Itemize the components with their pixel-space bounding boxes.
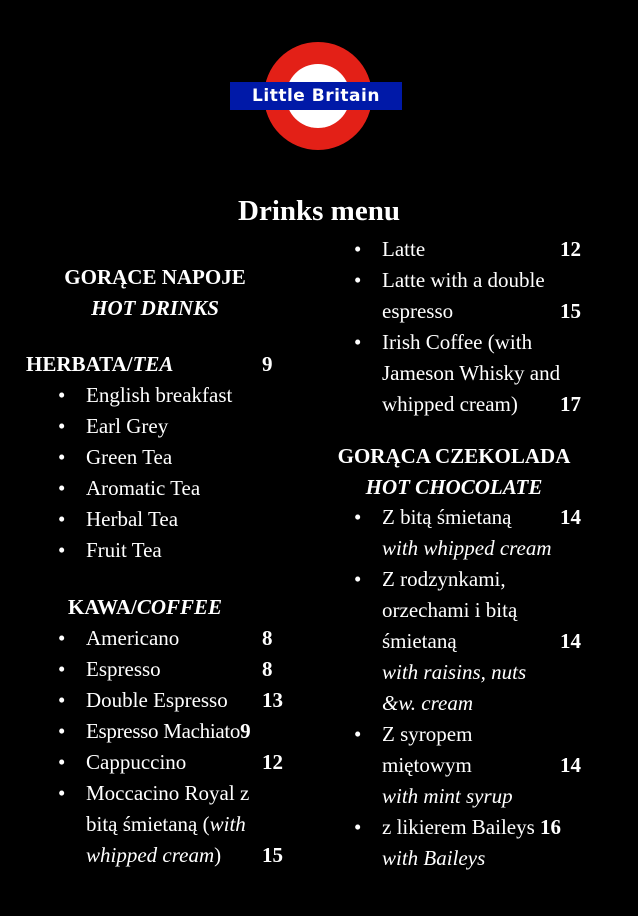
list-item: • Z rodzynkami, orzechami i bitą śmietaną 14 with raisins, nuts &w. cream	[382, 564, 612, 719]
price: 14	[560, 629, 581, 653]
price: 13	[262, 688, 283, 712]
list-item: • Fruit Tea	[86, 535, 326, 566]
list-item: • Earl Grey	[86, 411, 326, 442]
list-item: • Americano 8	[86, 623, 326, 654]
hot-chocolate-heading-pl: GORĄCA CZEKOLADA	[337, 444, 571, 468]
hot-chocolate-list	[382, 502, 612, 874]
coffee-heading-en: COFFEE	[136, 595, 223, 619]
tea-section	[26, 349, 326, 566]
list-item: • Latte 12	[382, 234, 612, 265]
right-coffee-list	[382, 234, 612, 420]
list-item: • Espresso 8	[86, 654, 326, 685]
list-item: • English breakfast	[86, 380, 326, 411]
left-column	[26, 262, 326, 324]
hot-drinks-heading-en: HOT DRINKS	[91, 296, 219, 320]
logo-text: Little Britain	[230, 82, 402, 110]
little-britain-logo	[230, 40, 402, 152]
list-item: • Latte with a double espresso 15	[382, 265, 612, 327]
coffee-heading	[26, 592, 326, 623]
hot-drinks-heading-pl: GORĄCE NAPOJE	[64, 265, 246, 289]
list-item: • Z syropem miętowym 14 with mint syrup	[382, 719, 612, 812]
price: 12	[560, 237, 581, 261]
page-title: Drinks menu	[238, 195, 400, 227]
price: 17	[560, 392, 581, 416]
coffee-heading-pl: KAWA/	[68, 595, 137, 619]
tea-price: 9	[262, 352, 273, 376]
hot-chocolate-heading	[324, 441, 604, 503]
hot-chocolate-heading-en: HOT CHOCOLATE	[365, 475, 543, 499]
list-item: • Cappuccino 12	[86, 747, 326, 778]
list-item: • Espresso Machiato9	[86, 716, 326, 747]
coffee-section	[26, 592, 326, 871]
price: 8	[262, 657, 273, 681]
price: 9	[240, 719, 251, 743]
price: 8	[262, 626, 273, 650]
price: 16	[540, 815, 562, 839]
tea-heading-en: TEA	[132, 352, 174, 376]
list-item: • Double Espresso 13	[86, 685, 326, 716]
list-item: • Z bitą śmietaną 14 with whipped cream	[382, 502, 612, 564]
list-item: • Moccacino Royal z bitą śmietaną (with whipped cream) 15	[86, 778, 326, 871]
price: 12	[262, 750, 283, 774]
list-item: • z likierem Baileys 16 with Baileys	[382, 812, 612, 874]
price: 14	[560, 753, 581, 777]
list-item: • Green Tea	[86, 442, 326, 473]
price: 14	[560, 505, 581, 529]
list-item: • Aromatic Tea	[86, 473, 326, 504]
tea-heading-pl: HERBATA/	[26, 352, 133, 376]
list-item: • Herbal Tea	[86, 504, 326, 535]
list-item: • Irish Coffee (with Jameson Whisky and whipped cream) 17	[382, 327, 612, 420]
price: 15	[262, 843, 283, 867]
tea-heading	[26, 349, 326, 380]
price: 15	[560, 299, 581, 323]
